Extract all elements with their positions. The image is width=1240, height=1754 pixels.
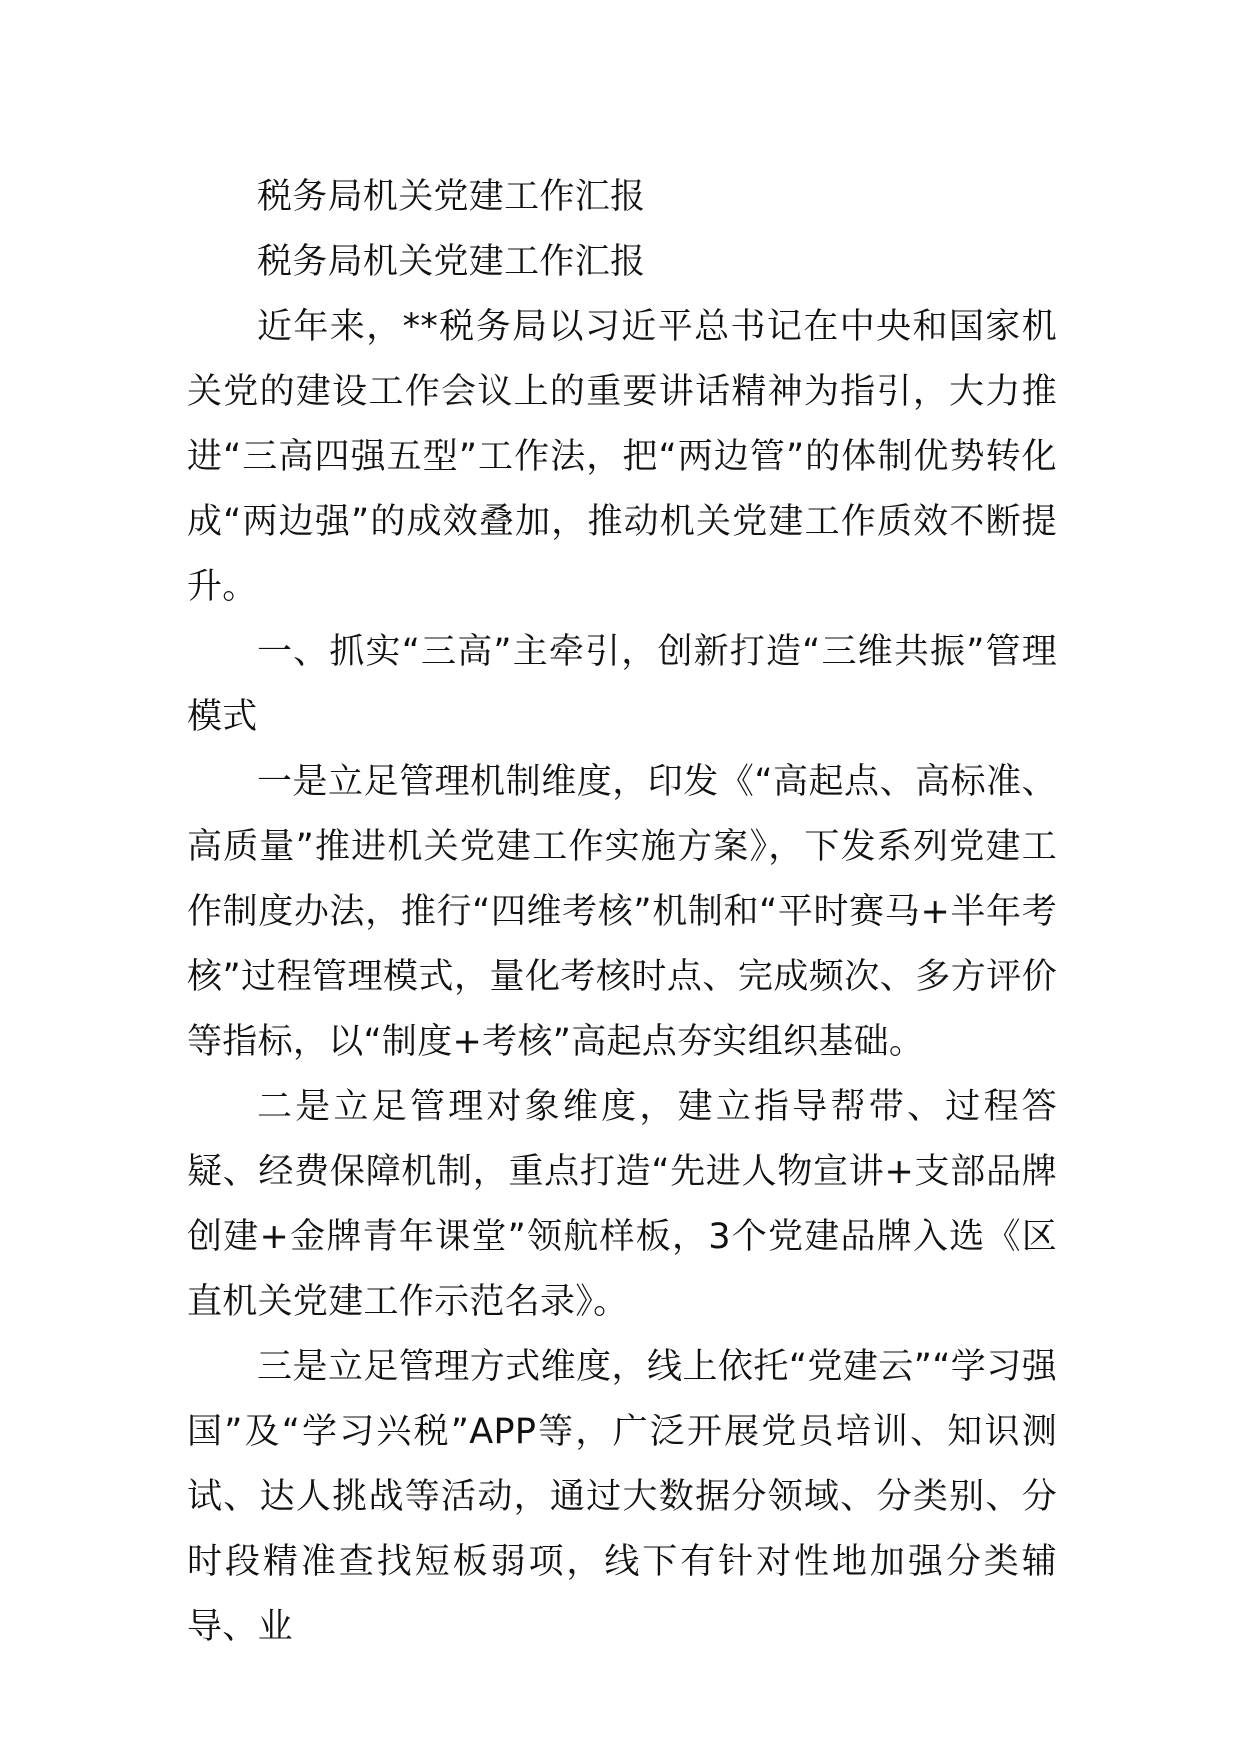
paragraph-intro: 近年来，**税务局以习近平总书记在中央和国家机关党的建设工作会议上的重要讲话精神为指引，大力推进“三高四强五型”工作法，把“两边管”的体制优势转化成“两边强”的成效叠加，推动机关党建工作质效不断提升。 — [187, 307, 1057, 607]
paragraph-mechanism: 一是立足管理机制维度，印发《“高起点、高标准、高质量”推进机关党建工作实施方案》，下发系列党建工作制度办法，推行“四维考核”机制和“平时赛马+半年考核”过程管理模式，量化考核时点、完成频次、多方评价等指标，以“制度+考核”高起点夯实组织基础。 — [187, 762, 1057, 1062]
paragraph-method: 三是立足管理方式维度，线上依托“党建云”“学习强国”及“学习兴税”APP等，广泛开展党员培训、知识测试、达人挑战等活动，通过大数据分领域、分类别、分时段精准查找短板弱项，线下有针对性地加强分类辅导、业 — [187, 1347, 1057, 1647]
document-body — [187, 165, 1057, 1660]
document-title: 税务局机关党建工作汇报 — [257, 177, 646, 217]
section-heading-1: 一、抓实“三高”主牵引，创新打造“三维共振”管理模式 — [187, 632, 1057, 737]
document-subtitle: 税务局机关党建工作汇报 — [257, 242, 646, 282]
paragraph-object: 二是立足管理对象维度，建立指导帮带、过程答疑、经费保障机制，重点打造“先进人物宣讲+支部品牌创建+金牌青年课堂”领航样板，3个党建品牌入选《区直机关党建工作示范名录》。 — [187, 1087, 1057, 1322]
